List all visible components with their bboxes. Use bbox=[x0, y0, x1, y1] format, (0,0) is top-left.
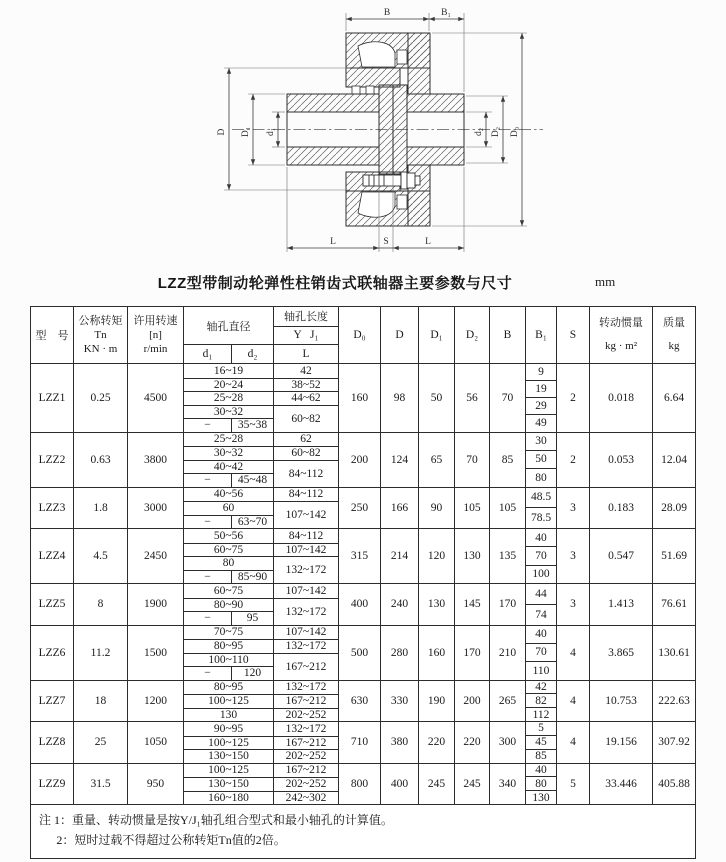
cell-model: LZZ8 bbox=[31, 722, 74, 763]
cell-B1-group bbox=[526, 722, 557, 763]
header-torque-sym: Tn bbox=[94, 328, 107, 341]
cell-B1: 49 bbox=[526, 414, 556, 431]
dim-label-D: D bbox=[217, 128, 227, 136]
cell-d1: − bbox=[184, 666, 231, 680]
table-row-LZZ7 bbox=[31, 680, 695, 722]
cell-inertia: 0.547 bbox=[590, 529, 653, 583]
cell-mass: 28.09 bbox=[661, 501, 687, 514]
cell-bore-dia: 25~28 bbox=[184, 391, 273, 405]
cell-B: 210 bbox=[490, 626, 526, 680]
cell-D: 214 bbox=[381, 529, 419, 583]
footnote-2: 2：短时过载不得超过公称转矩Tn值的2倍。 bbox=[56, 832, 286, 847]
cell-D0: 800 bbox=[339, 764, 381, 805]
header-model: 型 号 bbox=[31, 307, 74, 363]
cell-bore-dia: 70~75 bbox=[213, 626, 244, 639]
cell-bore-group bbox=[184, 626, 339, 680]
cell-speed: 1900 bbox=[128, 584, 184, 625]
cell-bore-dia: 16~19 bbox=[213, 364, 244, 377]
cell-D: 280 bbox=[381, 626, 419, 680]
dim-label-d2: d₂ bbox=[474, 127, 484, 137]
cell-d2: 85~90 bbox=[231, 570, 273, 584]
coupling-section-diagram bbox=[0, 0, 726, 270]
cell-d1: − bbox=[184, 418, 231, 432]
cell-bore-dia: 20~24 bbox=[184, 378, 273, 392]
cell-D1: 65 bbox=[419, 433, 455, 487]
cell-B1: 50 bbox=[526, 450, 556, 468]
cell-bore-group bbox=[184, 584, 339, 625]
header-torque-cn: 公称转矩 bbox=[78, 314, 123, 327]
cell-inertia: 33.446 bbox=[590, 764, 653, 805]
cell-bore-len: 202~252 bbox=[273, 777, 338, 791]
header-L: L bbox=[273, 344, 338, 363]
cell-B1: 85 bbox=[526, 749, 556, 763]
cell-torque: 25 bbox=[74, 722, 128, 763]
footnote-1: 注 1：重量、转动惯量是按Y/J₁轴孔组合型式和最小轴孔的计算值。 bbox=[39, 813, 393, 827]
cell-D: 330 bbox=[381, 681, 419, 722]
cell-B: 340 bbox=[490, 764, 526, 805]
cell-D1: 160 bbox=[419, 626, 455, 680]
header-yj: Y J₁ bbox=[273, 326, 338, 345]
cell-B1-group bbox=[526, 764, 557, 805]
cell-bore-len: 107~142 bbox=[273, 626, 338, 640]
cell-D2: 200 bbox=[455, 681, 490, 722]
cell-torque: 31.5 bbox=[74, 764, 128, 805]
header-d1: d₁ bbox=[184, 344, 231, 363]
cell-S: 5 bbox=[557, 764, 590, 805]
cell-mass: 130.61 bbox=[658, 646, 690, 659]
cell-D: 98 bbox=[381, 364, 419, 432]
header-B: B bbox=[490, 307, 526, 363]
cell-S: 4 bbox=[557, 722, 590, 763]
cell-bore-dia: 80 bbox=[184, 556, 273, 570]
cell-bore-group bbox=[184, 433, 339, 487]
cell-bore-dia: 30~32 bbox=[184, 405, 273, 419]
cell-bore-dia: 100~125 bbox=[208, 764, 249, 777]
cell-D0: 200 bbox=[339, 433, 381, 487]
cell-B1-group bbox=[526, 488, 557, 529]
dim-label-D2: D₂ bbox=[491, 126, 501, 138]
cell-bore-dia: 40~56 bbox=[213, 488, 244, 501]
cell-B1: 82 bbox=[526, 693, 556, 707]
cell-D: 166 bbox=[381, 488, 419, 529]
unit-label: mm bbox=[595, 274, 616, 289]
cell-bore-dia: 60~75 bbox=[213, 584, 244, 597]
cell-speed: 1200 bbox=[128, 681, 184, 722]
cell-inertia: 0.053 bbox=[590, 433, 653, 487]
cell-D: 400 bbox=[381, 764, 419, 805]
cell-B1: 29 bbox=[526, 397, 556, 414]
cell-bore-dia: 80~95 bbox=[213, 681, 244, 694]
cell-inertia: 1.413 bbox=[590, 584, 653, 625]
dim-label-d1: d₁ bbox=[266, 127, 276, 137]
cell-torque: 11.2 bbox=[74, 626, 128, 680]
cell-B: 170 bbox=[490, 584, 526, 625]
cell-bore-dia: 80~95 bbox=[184, 639, 273, 653]
cell-B: 105 bbox=[490, 488, 526, 529]
table-row-LZZ4 bbox=[31, 528, 695, 583]
cell-bore-len: 60~82 bbox=[273, 405, 338, 432]
cell-D0: 315 bbox=[339, 529, 381, 583]
cell-mass: 307.92 bbox=[658, 736, 690, 749]
cell-mass: 6.64 bbox=[663, 391, 685, 404]
header-inertia-unit: kg · m² bbox=[604, 340, 638, 353]
table-row-LZZ2 bbox=[31, 432, 695, 487]
cell-mass: 12.04 bbox=[661, 453, 687, 466]
cell-D: 380 bbox=[381, 722, 419, 763]
cell-bore-dia: 130~150 bbox=[184, 749, 273, 763]
cell-S: 2 bbox=[557, 364, 590, 432]
cell-bore-len: 132~172 bbox=[273, 639, 338, 653]
cell-B1: 30 bbox=[535, 435, 547, 448]
cell-inertia: 10.753 bbox=[590, 681, 653, 722]
cell-d1: − bbox=[184, 611, 231, 625]
cell-B: 85 bbox=[490, 433, 526, 487]
cell-B1: 48.5 bbox=[530, 491, 552, 504]
header-S: S bbox=[557, 307, 590, 363]
page-title: LZZ型带制动轮弹性柱销齿式联轴器主要参数与尺寸 bbox=[157, 275, 513, 292]
cell-B1: 44 bbox=[535, 587, 547, 600]
cell-bore-dia: 130~150 bbox=[184, 777, 273, 791]
cell-B1: 40 bbox=[535, 628, 547, 641]
cell-B1: 130 bbox=[526, 790, 556, 804]
header-speed-unit: r/min bbox=[143, 343, 168, 356]
cell-bore-dia: 80~90 bbox=[184, 598, 273, 612]
cell-bore-dia: 160~180 bbox=[184, 791, 273, 805]
cell-speed: 3800 bbox=[128, 433, 184, 487]
cell-bore-dia: 100~125 bbox=[184, 736, 273, 750]
cell-B1: 42 bbox=[535, 680, 547, 693]
cell-mass: 405.88 bbox=[658, 777, 690, 790]
dim-label-L-right: L bbox=[425, 237, 431, 247]
cell-speed: 4500 bbox=[128, 364, 184, 432]
cell-bore-len: 167~212 bbox=[273, 764, 338, 778]
cell-bore-len: 132~172 bbox=[273, 722, 338, 736]
cell-bore-group bbox=[184, 529, 339, 583]
header-mass-unit: kg bbox=[668, 340, 680, 353]
header-speed-sym: [n] bbox=[149, 328, 162, 341]
elastic-pin-bolt bbox=[363, 172, 420, 189]
cell-d2: 120 bbox=[231, 666, 273, 680]
cell-D2: 56 bbox=[455, 364, 490, 432]
cell-B1-group bbox=[526, 626, 557, 680]
cell-bore-group bbox=[184, 681, 339, 722]
cell-S: 2 bbox=[557, 433, 590, 487]
cell-bore-len: 44~62 bbox=[273, 391, 338, 405]
cell-d2: 45~48 bbox=[231, 473, 273, 487]
cell-d2: 35~38 bbox=[231, 418, 273, 432]
header-speed bbox=[128, 307, 184, 363]
cell-D1: 130 bbox=[419, 584, 455, 625]
flange-pair bbox=[379, 85, 407, 174]
cell-d1: − bbox=[184, 515, 231, 529]
cell-mass: 222.63 bbox=[658, 694, 690, 707]
cell-d2: 63~70 bbox=[231, 515, 273, 529]
cell-bore-len: 62 bbox=[273, 433, 338, 447]
cell-D1: 90 bbox=[419, 488, 455, 529]
cell-torque: 0.63 bbox=[74, 433, 128, 487]
header-D1: D₁ bbox=[419, 307, 455, 363]
cell-S: 3 bbox=[557, 488, 590, 529]
header-mass bbox=[653, 307, 695, 363]
cell-bore-dia: 60 bbox=[184, 501, 273, 515]
cell-bore-group bbox=[184, 764, 339, 805]
cell-bore-len: 132~172 bbox=[273, 681, 338, 695]
cell-model: LZZ4 bbox=[31, 529, 74, 583]
cell-S: 3 bbox=[557, 584, 590, 625]
cell-B1: 78.5 bbox=[526, 507, 556, 528]
cell-inertia: 3.865 bbox=[590, 626, 653, 680]
cell-bore-len: 42 bbox=[273, 364, 338, 378]
cell-B: 70 bbox=[490, 364, 526, 432]
cell-bore-len: 84~112 bbox=[273, 460, 338, 487]
header-inertia-cn: 转动惯量 bbox=[599, 317, 643, 330]
cell-bore-len: 38~52 bbox=[273, 378, 338, 392]
cell-torque: 8 bbox=[74, 584, 128, 625]
cell-B1: 40 bbox=[535, 531, 547, 544]
cell-D: 240 bbox=[381, 584, 419, 625]
cell-d1: − bbox=[184, 570, 231, 584]
cell-torque: 4.5 bbox=[74, 529, 128, 583]
cell-torque: 18 bbox=[74, 681, 128, 722]
header-D0: D₀ bbox=[339, 307, 381, 363]
cell-D1: 50 bbox=[419, 364, 455, 432]
cell-d2: 95 bbox=[231, 611, 273, 625]
cell-B1: 19 bbox=[526, 380, 556, 397]
table-row-LZZ1 bbox=[31, 363, 695, 432]
cell-bore-dia: 100~110 bbox=[184, 653, 273, 667]
cell-model: LZZ6 bbox=[31, 626, 74, 680]
cell-B1: 74 bbox=[526, 604, 556, 625]
cell-B1: 70 bbox=[526, 643, 556, 661]
cell-bore-len: 242~302 bbox=[273, 791, 338, 805]
cell-speed: 1500 bbox=[128, 626, 184, 680]
cell-bore-len: 202~252 bbox=[273, 708, 338, 722]
header-speed-cn: 许用转速 bbox=[133, 314, 178, 327]
table-body bbox=[31, 363, 695, 804]
dim-label-D1: D₁ bbox=[241, 126, 251, 138]
cell-model: LZZ9 bbox=[31, 764, 74, 805]
cell-B1: 80 bbox=[526, 468, 556, 486]
cell-bore-dia: 30~32 bbox=[184, 446, 273, 460]
cell-B1: 9 bbox=[538, 366, 544, 379]
header-torque bbox=[74, 307, 128, 363]
cell-D2: 70 bbox=[455, 433, 490, 487]
cell-bore-len: 202~252 bbox=[273, 749, 338, 763]
cell-B1: 70 bbox=[526, 546, 556, 564]
table-row-LZZ9 bbox=[31, 763, 695, 805]
cell-torque: 1.8 bbox=[74, 488, 128, 529]
cell-D: 124 bbox=[381, 433, 419, 487]
header-torque-unit: KN · m bbox=[83, 343, 118, 356]
header-inertia bbox=[590, 307, 653, 363]
cell-B: 265 bbox=[490, 681, 526, 722]
table-row-LZZ8 bbox=[31, 721, 695, 763]
cell-D2: 170 bbox=[455, 626, 490, 680]
cell-D2: 130 bbox=[455, 529, 490, 583]
dim-label-S: S bbox=[383, 237, 389, 247]
cell-D2: 245 bbox=[455, 764, 490, 805]
cell-bore-dia: 25~28 bbox=[213, 433, 244, 446]
cell-B1: 100 bbox=[526, 565, 556, 583]
cell-D0: 250 bbox=[339, 488, 381, 529]
right-hub bbox=[407, 94, 464, 165]
cell-inertia: 0.183 bbox=[590, 488, 653, 529]
cell-D0: 710 bbox=[339, 722, 381, 763]
cell-D2: 220 bbox=[455, 722, 490, 763]
cell-torque: 0.25 bbox=[74, 364, 128, 432]
cell-D0: 160 bbox=[339, 364, 381, 432]
cell-bore-len: 132~172 bbox=[273, 556, 338, 583]
cell-mass: 51.69 bbox=[661, 550, 687, 562]
cell-B1: 112 bbox=[526, 707, 556, 721]
header-mass-cn: 质量 bbox=[663, 317, 685, 330]
cell-bore-len: 167~212 bbox=[273, 653, 338, 680]
cell-B1-group bbox=[526, 433, 557, 487]
cell-mass: 76.61 bbox=[661, 598, 687, 611]
cell-bore-dia: 100~125 bbox=[184, 694, 273, 708]
dim-label-L-left: L bbox=[330, 237, 336, 247]
table-row-LZZ3 bbox=[31, 487, 695, 529]
cell-bore-len: 84~112 bbox=[273, 488, 338, 502]
cell-B: 135 bbox=[490, 529, 526, 583]
cell-D0: 400 bbox=[339, 584, 381, 625]
header-B1: B₁ bbox=[526, 307, 557, 363]
cell-bore-len: 107~142 bbox=[273, 543, 338, 557]
cell-bore-len: 107~142 bbox=[273, 584, 338, 598]
cell-S: 3 bbox=[557, 529, 590, 583]
cell-S: 4 bbox=[557, 626, 590, 680]
header-d2: d₂ bbox=[231, 344, 273, 363]
cell-B1-group bbox=[526, 681, 557, 722]
cell-model: LZZ1 bbox=[31, 364, 74, 432]
cell-B1: 45 bbox=[526, 735, 556, 749]
cell-bore-len: 132~172 bbox=[273, 598, 338, 625]
cell-D0: 630 bbox=[339, 681, 381, 722]
cell-bore-group bbox=[184, 488, 339, 529]
header-bore-len: 轴孔长度 bbox=[273, 307, 338, 326]
table-row-LZZ6 bbox=[31, 625, 695, 680]
cell-D2: 105 bbox=[455, 488, 490, 529]
dim-label-B1: B₁ bbox=[441, 8, 451, 18]
cell-bore-dia: 40~42 bbox=[184, 460, 273, 474]
cell-model: LZZ7 bbox=[31, 681, 74, 722]
cell-bore-group bbox=[184, 722, 339, 763]
cell-bore-len: 167~212 bbox=[273, 694, 338, 708]
cell-model: LZZ2 bbox=[31, 433, 74, 487]
title-row bbox=[30, 272, 696, 294]
cell-bore-group bbox=[184, 364, 339, 432]
header-bores bbox=[184, 307, 339, 363]
cell-D1: 245 bbox=[419, 764, 455, 805]
cell-bore-len: 60~82 bbox=[273, 446, 338, 460]
cell-D1: 120 bbox=[419, 529, 455, 583]
cell-D1: 220 bbox=[419, 722, 455, 763]
cell-bore-dia: 90~95 bbox=[213, 722, 244, 735]
cell-model: LZZ3 bbox=[31, 488, 74, 529]
cell-B1: 110 bbox=[526, 661, 556, 679]
footnotes bbox=[31, 804, 695, 858]
cell-bore-dia: 50~56 bbox=[213, 529, 244, 542]
cell-B1: 5 bbox=[538, 722, 544, 735]
cell-inertia: 0.018 bbox=[590, 364, 653, 432]
cell-bore-len: 84~112 bbox=[273, 529, 338, 543]
cell-D2: 145 bbox=[455, 584, 490, 625]
parameter-table bbox=[30, 306, 696, 859]
header-D: D bbox=[381, 307, 419, 363]
header-D2: D₂ bbox=[455, 307, 490, 363]
cell-D1: 190 bbox=[419, 681, 455, 722]
cell-S: 4 bbox=[557, 681, 590, 722]
cell-D0: 500 bbox=[339, 626, 381, 680]
cell-model: LZZ5 bbox=[31, 584, 74, 625]
cell-speed: 2450 bbox=[128, 529, 184, 583]
header-bore-dia: 轴孔直径 bbox=[206, 320, 251, 333]
cell-B1-group bbox=[526, 529, 557, 583]
table-row-LZZ5 bbox=[31, 583, 695, 625]
cell-B1: 40 bbox=[535, 763, 547, 776]
cell-bore-len: 167~212 bbox=[273, 736, 338, 750]
dim-label-B: B bbox=[383, 8, 391, 18]
cell-inertia: 19.156 bbox=[590, 722, 653, 763]
cell-d1: − bbox=[184, 473, 231, 487]
cell-B1-group bbox=[526, 364, 557, 432]
table-header bbox=[31, 307, 695, 363]
cell-B: 300 bbox=[490, 722, 526, 763]
dim-label-D0: D₀ bbox=[510, 126, 520, 138]
cell-B1: 80 bbox=[526, 776, 556, 790]
cell-speed: 950 bbox=[128, 764, 184, 805]
cell-B1-group bbox=[526, 584, 557, 625]
cell-bore-dia: 60~75 bbox=[184, 543, 273, 557]
cell-bore-dia: 130 bbox=[184, 708, 273, 722]
cell-speed: 3000 bbox=[128, 488, 184, 529]
cell-bore-len: 107~142 bbox=[273, 501, 338, 528]
cell-speed: 1050 bbox=[128, 722, 184, 763]
